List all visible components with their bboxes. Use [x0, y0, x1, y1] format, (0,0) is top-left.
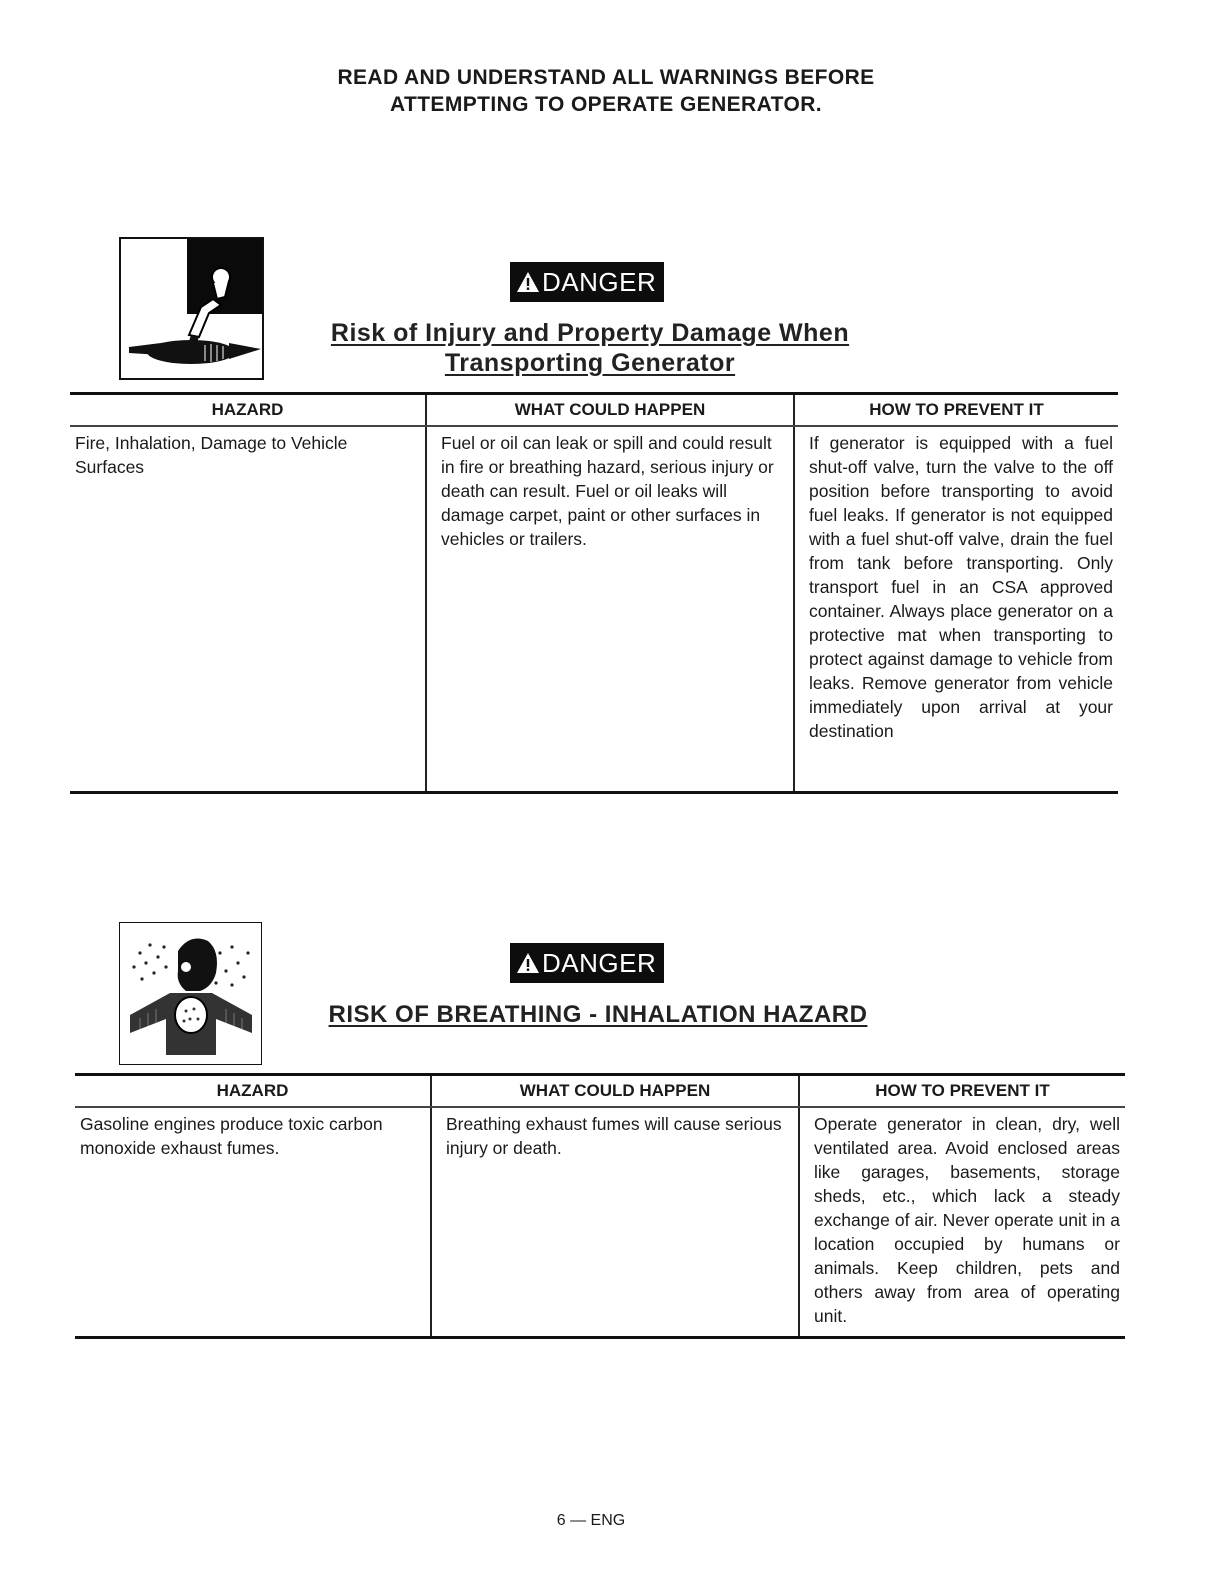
- table-row: [75, 1107, 1125, 1338]
- inhalation-hazard-icon: [119, 922, 262, 1065]
- section-1-title-line-1: Risk of Injury and Property Damage When: [330, 319, 850, 347]
- fuel-spill-icon: [119, 237, 264, 380]
- column-header-hazard: HAZARD: [70, 394, 426, 427]
- danger-badge: [510, 262, 664, 302]
- column-header-how-to-prevent: HOW TO PREVENT IT: [794, 394, 1118, 427]
- hazard-table-1: [70, 392, 1118, 794]
- hazard-table-2: [75, 1073, 1125, 1339]
- warning-triangle-icon: [516, 271, 540, 293]
- table-row: [70, 426, 1118, 792]
- page-heading: [0, 64, 1212, 118]
- table-header-row: [70, 394, 1118, 427]
- danger-badge: [510, 943, 664, 983]
- section-1-title-line-2: Transporting Generator: [444, 349, 736, 377]
- what-could-happen-cell: Fuel or oil can leak or spill and could result in fire or breathing hazard, serious injury or death can result. Fuel or oil leaks will damage carpet, paint or other surfaces in vehicles or trailers.: [426, 426, 794, 792]
- section-1-title: [280, 318, 900, 378]
- page-footer: 6 — ENG: [556, 1512, 626, 1529]
- column-header-what-could-happen: WHAT COULD HAPPEN: [431, 1075, 799, 1108]
- danger-badge-label: DANGER: [542, 948, 657, 978]
- heading-line-1: READ AND UNDERSTAND ALL WARNINGS BEFORE: [337, 66, 875, 89]
- danger-badge-label: DANGER: [542, 267, 657, 297]
- column-header-what-could-happen: WHAT COULD HAPPEN: [426, 394, 794, 427]
- section-2-title-line-1: RISK OF BREATHING - INHALATION HAZARD: [328, 1001, 868, 1028]
- heading-line-2: ATTEMPTING TO OPERATE GENERATOR.: [389, 93, 823, 116]
- column-header-how-to-prevent: HOW TO PREVENT IT: [799, 1075, 1125, 1108]
- how-to-prevent-cell: Operate generator in clean, dry, well ventilated area. Avoid enclosed areas like garages, basements, storage sheds, etc., which lack a steady exchange of air. Never operate unit in a location occupied by humans or animals. Keep children, pets and others away from area of operating unit.: [799, 1107, 1125, 1338]
- table-header-row: [75, 1075, 1125, 1108]
- hazard-cell: Gasoline engines produce toxic carbon monoxide exhaust fumes.: [75, 1107, 431, 1338]
- hazard-cell: Fire, Inhalation, Damage to Vehicle Surfaces: [70, 426, 426, 792]
- how-to-prevent-cell: If generator is equipped with a fuel shut-off valve, turn the valve to the off position before transporting to avoid fuel leaks. If generator is not equipped with a fuel shut-off valve, drain the fuel from tank before transporting. Only transport fuel in an CSA approved container. Always place generator on a protective mat when transporting to protect against damage to vehicle from leaks. Remove generator from vehicle immediately upon arrival at your destination: [794, 426, 1118, 792]
- what-could-happen-cell: Breathing exhaust fumes will cause serious injury or death.: [431, 1107, 799, 1338]
- section-2-title: [278, 1000, 918, 1030]
- column-header-hazard: HAZARD: [75, 1075, 431, 1108]
- warning-triangle-icon: [516, 952, 540, 974]
